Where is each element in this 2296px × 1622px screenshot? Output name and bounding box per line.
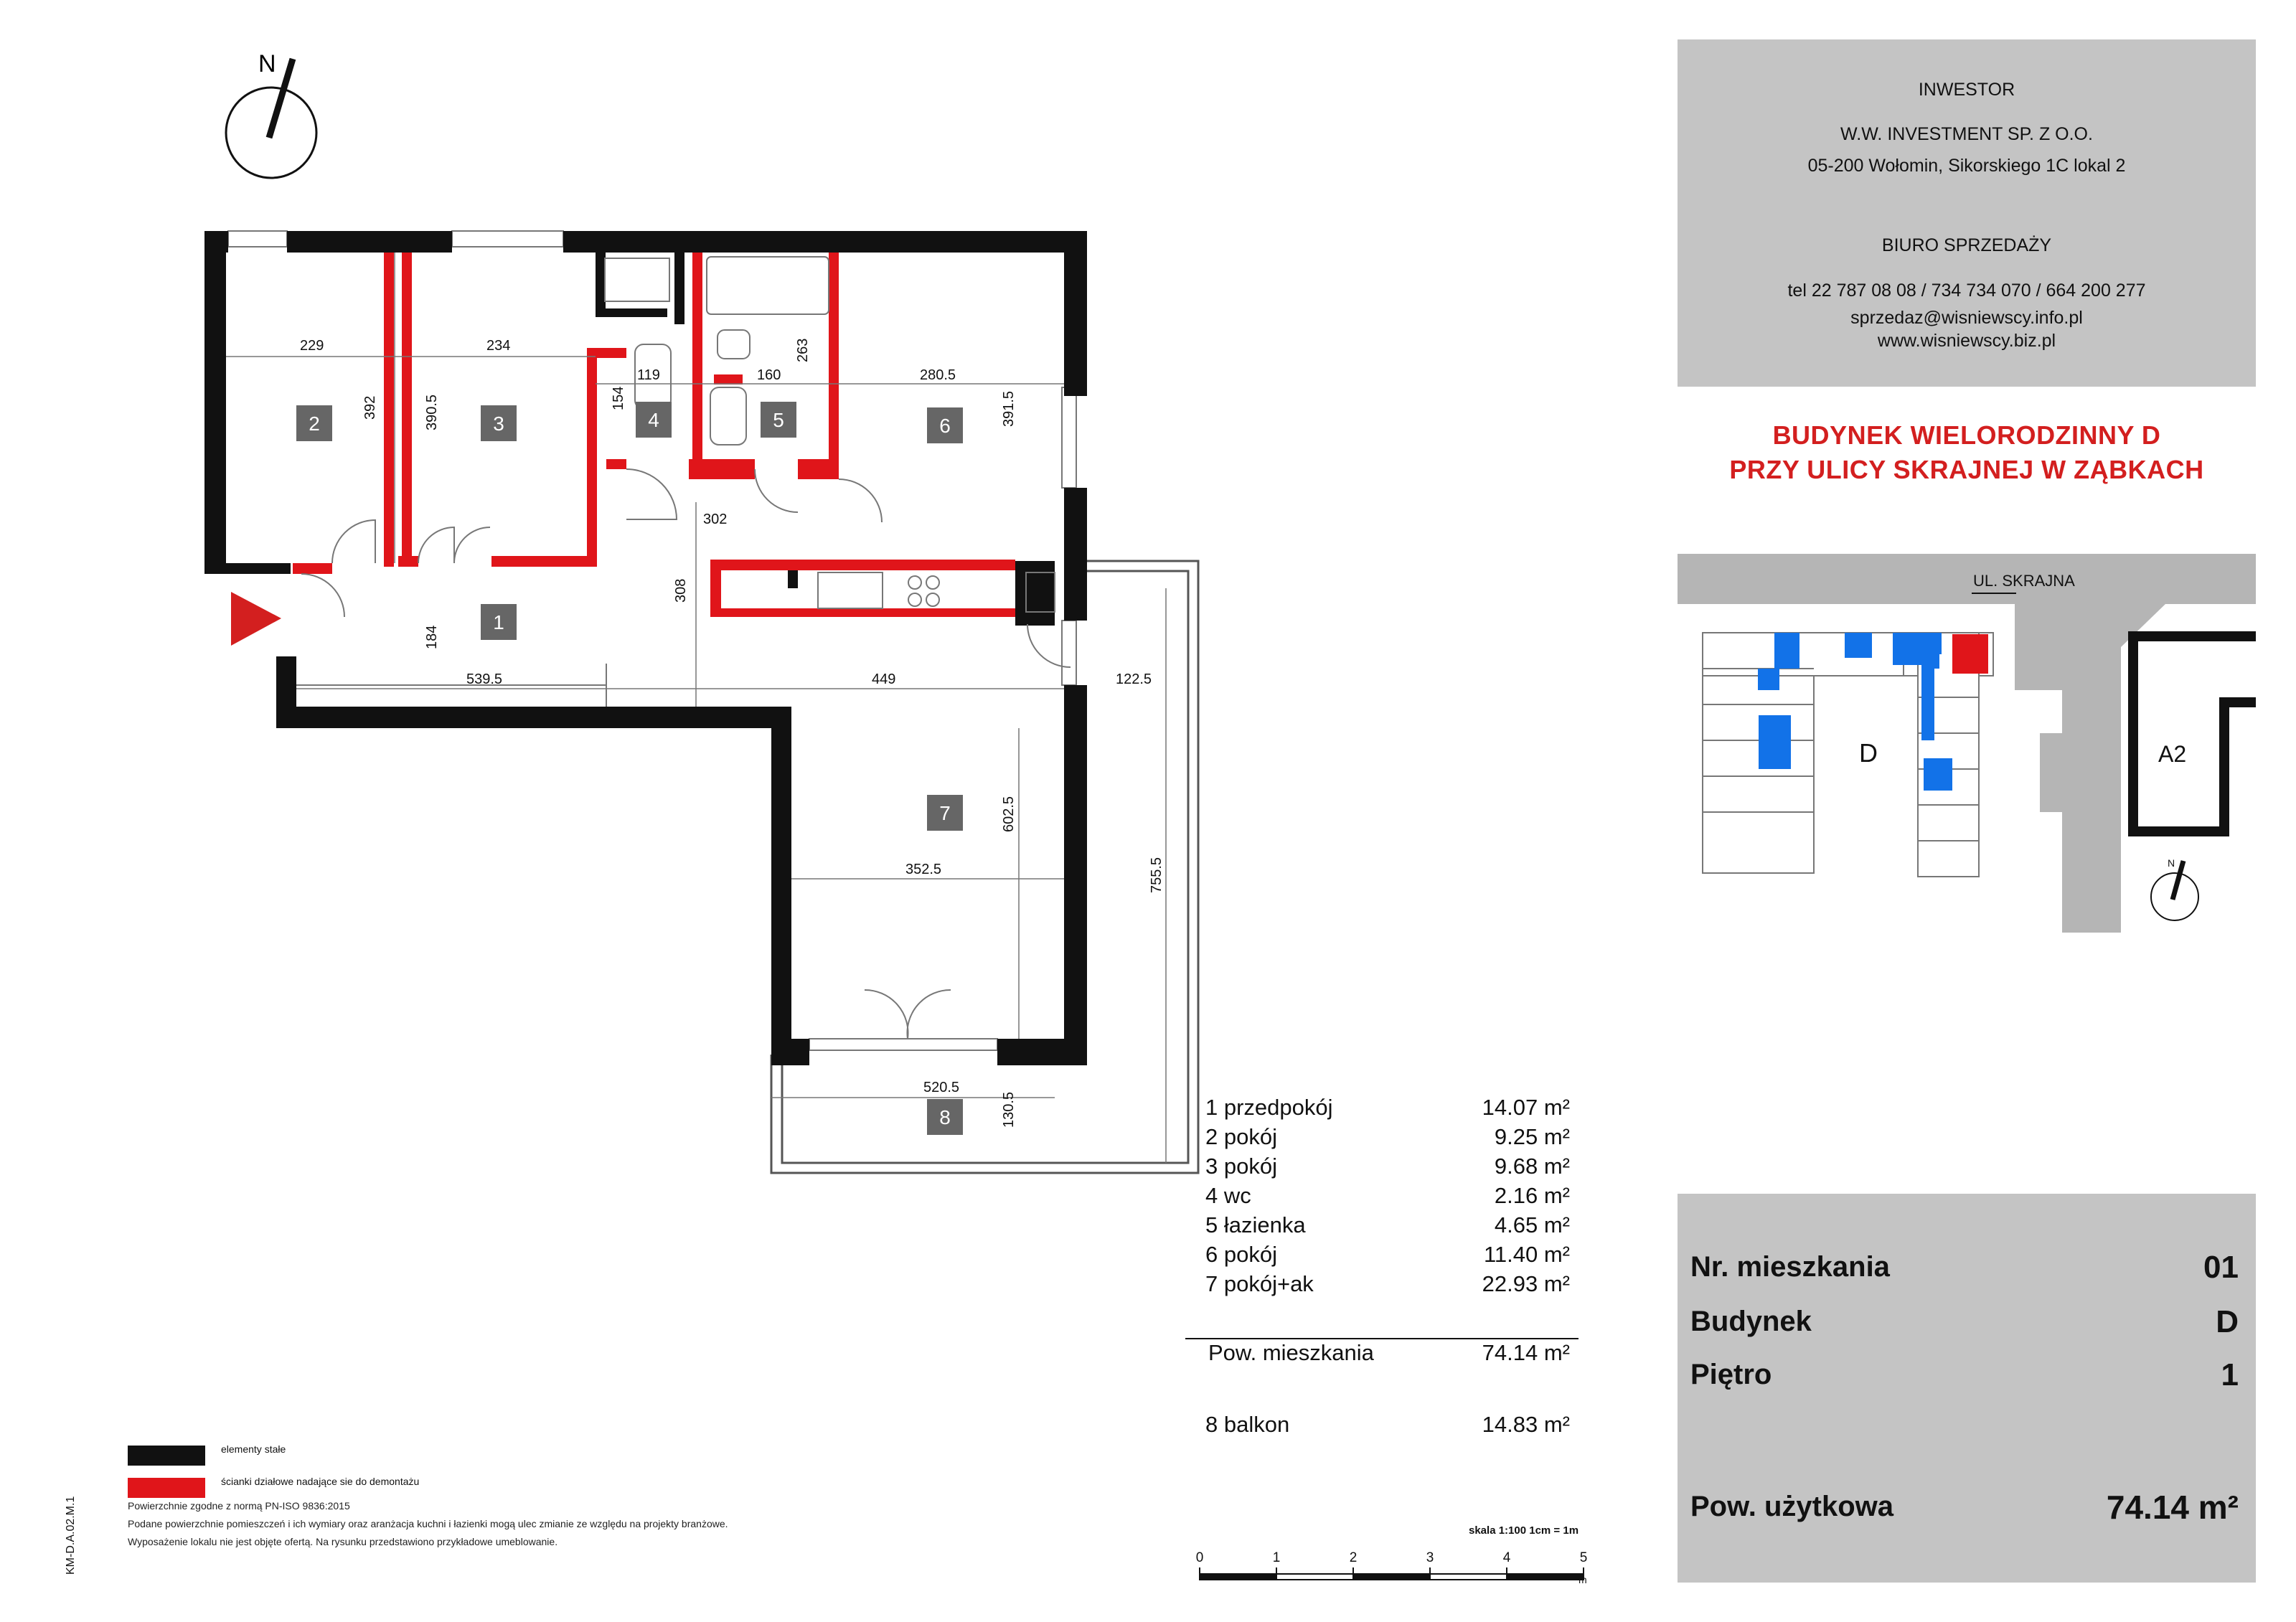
note-line: Wyposażenie lokalu nie jest objęte ofertą. Na rysunku przedstawiono przykładowe umeblowanie. [128,1536,558,1547]
plan-north-compass [226,50,316,178]
dim-hall-184: 184 [424,625,440,649]
room-label: 5 łazienka [1205,1212,1306,1237]
building-title-line2: PRZY ULICY SKRAJNEJ W ZĄBKACH [1729,455,2204,484]
doors [301,469,1071,1039]
dim-living-449: 449 [872,671,896,687]
legend-removable-label: ścianki działowe nadające sie do demontażu [221,1476,420,1487]
room-label: 1 przedpokój [1205,1095,1333,1120]
room-label: 2 pokój [1205,1124,1277,1149]
dim-r4-width: 119 [637,367,660,383]
dim-hall-5395: 539.5 [466,671,503,687]
room-number-1: 1 [493,611,504,633]
legend-fixed-label: elementy stałe [221,1443,286,1455]
investor-heading: INWESTOR [1918,80,2015,100]
scale-tick-0: 0 [1195,1550,1204,1565]
scale-label: skala 1:100 1cm = 1m [1469,1524,1579,1537]
scale-bar [1196,1524,1588,1585]
dim-r5-height: 263 [795,338,811,362]
entrance-arrow-icon [231,592,281,646]
building-title-line1: BUDYNEK WIELORODZINNY D [1772,420,2161,450]
scale-tick-4: 4 [1502,1550,1511,1565]
dim-r2-width: 229 [300,338,324,354]
room-area: 11.40 m² [1483,1242,1570,1267]
site-north-compass [2151,857,2198,920]
investor-address: 05-200 Wołomin, Sikorskiego 1C lokal 2 [1807,156,2126,176]
scale-tick-2: 2 [1349,1550,1358,1565]
scale-tick-3: 3 [1426,1550,1434,1565]
room-number-5: 5 [773,409,784,431]
site-apartment-highlight [1952,634,1988,674]
room-number-6: 6 [939,415,951,437]
legend-swatch-fixed [128,1446,205,1466]
sales-phones: tel 22 787 08 08 / 734 734 070 / 664 200 277 [1787,280,2146,301]
floor-value: 1 [2221,1357,2239,1392]
sales-office-heading: BIURO SPRZEDAŻY [1881,235,2052,255]
dim-hall-302: 302 [703,511,728,527]
balcony-area-label: 8 balkon [1205,1412,1290,1437]
dim-balcony-1225: 122.5 [1116,671,1152,687]
dim-balcony-5205: 520.5 [923,1080,960,1095]
note-line: Powierzchnie zgodne z normą PN-ISO 9836:2015 [128,1500,350,1512]
legend-swatch-removable [128,1478,205,1498]
room-label: 4 wc [1205,1183,1251,1208]
room-number-2: 2 [309,412,320,435]
apartment-number-value: 01 [2203,1250,2239,1285]
dim-r3-width: 234 [486,338,511,354]
apartment-info-box [1678,1194,2256,1583]
dimension-labels [300,338,1165,1128]
usable-area-value: 74.14 m² [2106,1489,2239,1526]
plan-north-label: N [258,50,276,77]
room-area: 22.93 m² [1482,1271,1570,1296]
room-number-7: 7 [939,802,951,824]
drawing-code: KM-D.A.02.M.1 [65,1496,77,1575]
room-label: 7 pokój+ak [1205,1271,1314,1296]
scale-tick-5: 5 [1579,1550,1588,1565]
site-building-d [1703,633,1993,877]
room-label: 6 pokój [1205,1242,1277,1267]
note-line: Podane powierzchnie pomieszczeń i ich wymiary oraz aranżacja kuchni i łazienki mogą ulec zmianie ze względu na projekty branżowe. [128,1518,728,1529]
dim-r6-width: 280.5 [920,367,956,383]
dim-living-3525: 352.5 [905,862,942,877]
site-map [1678,554,2256,934]
investor-box [1678,39,2256,387]
site-north-label: N [2168,857,2175,869]
room-number-labels [296,402,963,1135]
sales-email[interactable]: sprzedaz@wisniewscy.info.pl [1850,308,2083,328]
dim-balcony-1305: 130.5 [1001,1091,1017,1128]
room-area: 9.25 m² [1494,1124,1570,1149]
dim-hall-308: 308 [673,578,689,603]
room-number-4: 4 [648,409,659,431]
room-number-8: 8 [939,1106,951,1128]
room-area: 9.68 m² [1494,1154,1570,1179]
dim-balcony-7555: 755.5 [1149,857,1165,893]
balcony-area-value: 14.83 m² [1482,1412,1570,1437]
building-value: D [2216,1304,2239,1339]
apartment-area-label: Pow. mieszkania [1208,1340,1374,1365]
site-building-label: D [1859,738,1878,768]
apartment-area-value: 74.14 m² [1482,1340,1570,1365]
investor-company: W.W. INVESTMENT SP. Z O.O. [1840,124,2093,144]
room-label: 3 pokój [1205,1154,1277,1179]
building-label: Budynek [1690,1306,1812,1337]
site-street-label: UL. SKRAJNA [1973,572,2075,590]
dim-r3-height: 390.5 [424,394,440,430]
sales-website[interactable]: www.wisniewscy.biz.pl [1877,331,2056,351]
room-area: 14.07 m² [1482,1095,1570,1120]
apartment-number-label: Nr. mieszkania [1690,1251,1890,1283]
scale-tick-1: 1 [1272,1550,1281,1565]
room-area: 2.16 m² [1494,1183,1570,1208]
site-building-a2 [2128,631,2256,836]
dim-r6-height: 391.5 [1001,390,1017,427]
room-area: 4.65 m² [1494,1212,1570,1237]
dim-r5-width: 160 [757,367,781,383]
interior-lines [228,231,1076,1050]
dim-r2-height: 392 [362,395,378,420]
site-a2-label: A2 [2158,741,2187,767]
floor-label: Piętro [1690,1359,1772,1390]
usable-area-label: Pow. użytkowa [1690,1491,1894,1522]
scale-unit: m [1578,1574,1587,1585]
dim-living-6025: 602.5 [1001,796,1017,832]
dim-r4-height: 154 [611,386,626,410]
room-number-3: 3 [493,412,504,435]
balcony-outline [771,561,1198,1173]
